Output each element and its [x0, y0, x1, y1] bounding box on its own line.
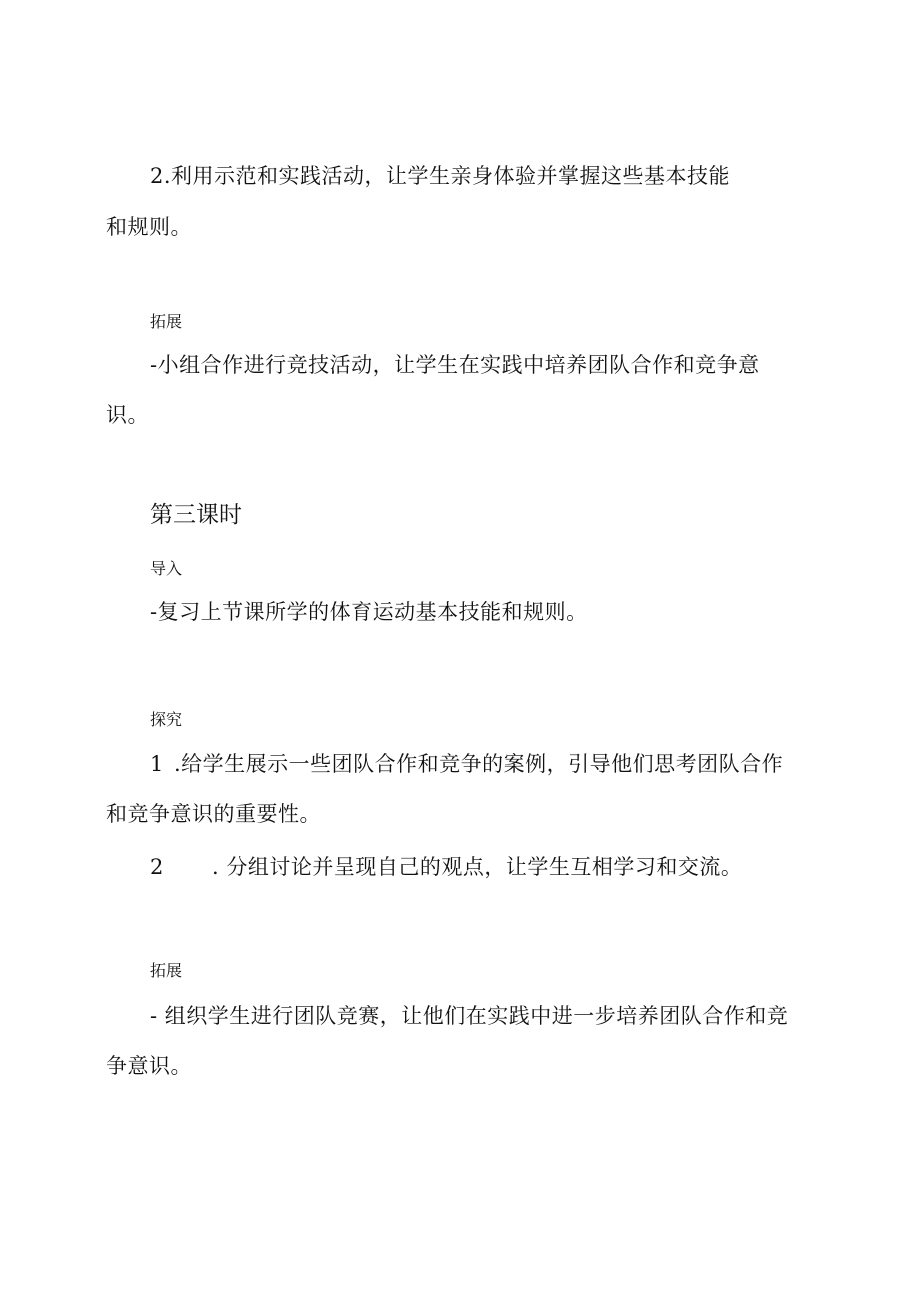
extend-2-line-1: - 组织学生进行团队竞赛，让他们在实践中进一步培养团队合作和竞 — [150, 1004, 789, 1028]
extend-line-1: -小组合作进行竞技活动，让学生在实践中培养团队合作和竞争意 — [150, 353, 760, 377]
explore-label: 探究 — [150, 710, 183, 729]
lesson-3-title: 第三课时 — [150, 502, 242, 528]
intro-line: -复习上节课所学的体育运动基本技能和规则。 — [150, 600, 588, 624]
extend-line-2: 识。 — [106, 403, 149, 427]
explore-item-1-line-2: 和竞争意识的重要性。 — [106, 802, 321, 826]
extend-label-2: 拓展 — [150, 961, 183, 980]
explore-item-1-line-1: .给学生展示一些团队合作和竞争的案例，引导他们思考团队合作 — [174, 752, 784, 776]
intro-label: 导入 — [150, 559, 183, 578]
item-2-line-1: 2.利用示范和实践活动，让学生亲身体验并掌握这些基本技能 — [150, 164, 731, 188]
explore-item-2-line: . 分组讨论并呈现自己的观点，让学生互相学习和交流。 — [212, 855, 743, 879]
item-2-line-2: 和规则。 — [106, 215, 192, 239]
extend-label: 拓展 — [150, 312, 183, 331]
explore-item-1-number: 1 — [150, 752, 164, 776]
extend-2-line-2: 争意识。 — [106, 1054, 192, 1078]
explore-item-2-number: 2 — [150, 855, 164, 879]
